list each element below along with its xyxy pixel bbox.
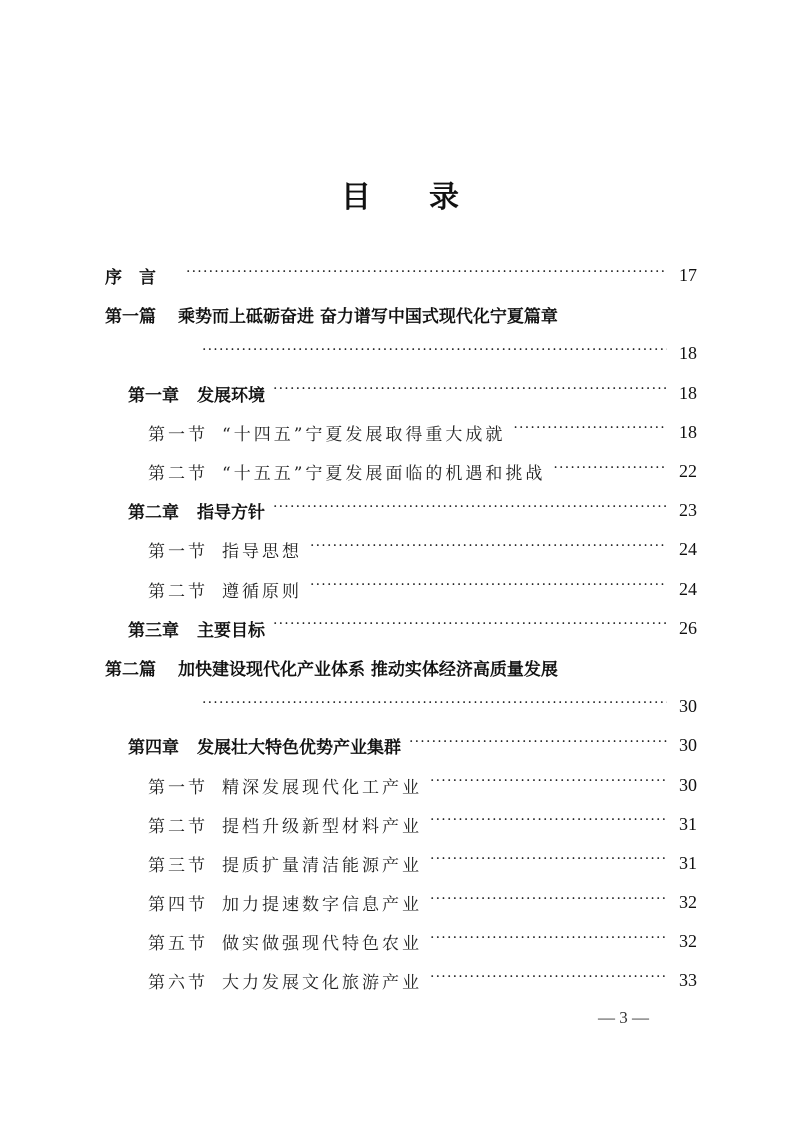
- toc-page-number: 31: [679, 852, 697, 873]
- leader-dots: [430, 893, 667, 913]
- leader-dots: [202, 697, 667, 717]
- toc-entry-part-1[interactable]: [105, 295, 697, 334]
- toc-page-number: 18: [679, 343, 697, 364]
- toc-page-number: 24: [679, 539, 697, 560]
- toc-entry-title: “十五五”宁夏发展面临的机遇和挑战: [222, 464, 546, 485]
- toc-page-number: 17: [679, 265, 697, 286]
- toc-entry-title: 发展壮大特色优势产业集群: [197, 738, 401, 759]
- toc-entry-prefix: 第二节: [148, 464, 208, 485]
- toc-page-number: 26: [679, 617, 697, 638]
- toc-entry-title: 提质扩量清洁能源产业: [222, 855, 422, 876]
- leader-dots: [553, 462, 667, 482]
- toc-entry-prefix: 第三章: [128, 620, 179, 641]
- page-number-footer: — 3 —: [598, 1008, 649, 1027]
- toc-entry-prefix: 第六节: [148, 973, 208, 994]
- toc-entry-prefix: 第二篇: [105, 659, 156, 680]
- toc-entry-prefix: 第一章: [128, 385, 179, 406]
- leader-dots: [430, 853, 667, 873]
- leader-dots: [310, 579, 667, 599]
- leader-dots: [273, 383, 667, 403]
- toc-page-number: 32: [679, 931, 697, 952]
- title-char-1: 目: [341, 180, 371, 215]
- table-of-contents: [105, 256, 697, 1001]
- leader-dots: [409, 736, 667, 756]
- toc-entry-title: 做实做强现代特色农业: [222, 934, 422, 955]
- toc-page-number: 31: [679, 813, 697, 834]
- toc-entry-section[interactable]: [105, 530, 697, 569]
- leader-dots: [202, 344, 667, 364]
- toc-entry-section[interactable]: [105, 961, 697, 1000]
- toc-entry-title: 指导方针: [197, 503, 265, 524]
- toc-entry-prefix: 第一篇: [105, 307, 156, 328]
- toc-entry-section[interactable]: [105, 413, 697, 452]
- toc-page-number: 18: [679, 421, 697, 442]
- toc-page-number: 18: [679, 382, 697, 403]
- toc-page-number: 30: [679, 696, 697, 717]
- toc-entry-chapter-4[interactable]: [105, 726, 697, 765]
- toc-entry-section[interactable]: [105, 844, 697, 883]
- toc-entry-section[interactable]: [105, 452, 697, 491]
- toc-entry-chapter-3[interactable]: [105, 609, 697, 648]
- toc-page-number: 23: [679, 500, 697, 521]
- toc-entry-section[interactable]: [105, 765, 697, 804]
- toc-page-number: 30: [679, 735, 697, 756]
- toc-entry-section[interactable]: [105, 883, 697, 922]
- toc-entry-title: 加力提速数字信息产业: [222, 895, 422, 916]
- leader-dots: [430, 971, 667, 991]
- toc-entry-title: 指导思想: [222, 542, 302, 563]
- toc-entry-chapter-2[interactable]: [105, 491, 697, 530]
- toc-entry-part-2[interactable]: [105, 648, 697, 687]
- leader-dots: [430, 932, 667, 952]
- toc-entry-title: 加快建设现代化产业体系 推动实体经济高质量发展: [178, 659, 558, 680]
- toc-entry-title: 乘势而上砥砺奋进 奋力谱写中国式现代化宁夏篇章: [178, 307, 558, 328]
- toc-page-number: 24: [679, 578, 697, 599]
- leader-dots: [186, 266, 667, 286]
- leader-dots: [513, 422, 667, 442]
- leader-dots: [430, 814, 667, 834]
- toc-page-number: 32: [679, 892, 697, 913]
- toc-entry-section[interactable]: [105, 570, 697, 609]
- toc-entry-prefix: 第一节: [148, 542, 208, 563]
- leader-dots: [430, 775, 667, 795]
- leader-dots: [273, 501, 667, 521]
- toc-entry-label: 序 言: [105, 268, 156, 289]
- toc-entry-title: 精深发展现代化工产业: [222, 777, 422, 798]
- toc-entry-section[interactable]: [105, 922, 697, 961]
- toc-entry-prefix: 第一节: [148, 424, 208, 445]
- toc-entry-title: 发展环境: [197, 385, 265, 406]
- toc-page-number: 33: [679, 970, 697, 991]
- leader-dots: [273, 618, 667, 638]
- toc-entry-prefix: 第五节: [148, 934, 208, 955]
- toc-entry-section[interactable]: [105, 805, 697, 844]
- toc-entry-prefix: 第三节: [148, 855, 208, 876]
- toc-entry-prefix: 第四章: [128, 738, 179, 759]
- toc-entry-title: 大力发展文化旅游产业: [222, 973, 422, 994]
- toc-entry-title: “十四五”宁夏发展取得重大成就: [222, 424, 506, 445]
- toc-page-number: 22: [679, 461, 697, 482]
- toc-entry-prefix: 第二节: [148, 581, 208, 602]
- leader-dots: [310, 540, 667, 560]
- toc-entry-title: 提档升级新型材料产业: [222, 816, 422, 837]
- toc-entry-prefix: 第一节: [148, 777, 208, 798]
- toc-entry-part-2-continuation[interactable]: [105, 687, 697, 726]
- toc-entry-part-1-continuation[interactable]: [105, 334, 697, 373]
- toc-entry-chapter-1[interactable]: [105, 374, 697, 413]
- toc-entry-title: 主要目标: [197, 620, 265, 641]
- page-title: [0, 172, 800, 216]
- toc-entry-preface[interactable]: [105, 256, 697, 295]
- title-char-2: 录: [429, 180, 459, 215]
- toc-entry-title: 遵循原则: [222, 581, 302, 602]
- toc-entry-prefix: 第四节: [148, 895, 208, 916]
- toc-page-number: 30: [679, 774, 697, 795]
- toc-entry-prefix: 第二章: [128, 503, 179, 524]
- toc-entry-prefix: 第二节: [148, 816, 208, 837]
